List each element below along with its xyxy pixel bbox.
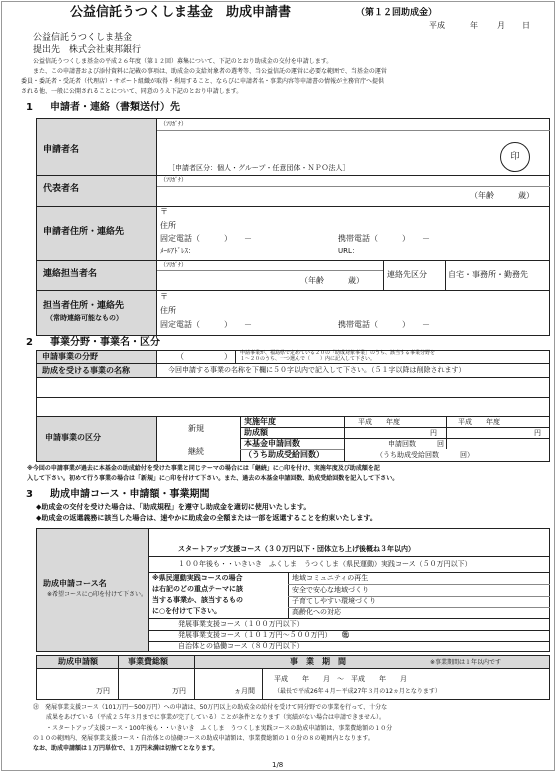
theme-option: 安全で安心な地域づくり bbox=[292, 586, 369, 594]
course-label-cell bbox=[37, 529, 148, 651]
intro-line: また、この申請書および添付資料に記載の事項は、助成金の支給対象者の選考等、当公益信託の運営に必要な範囲で、当基金の運営 bbox=[33, 68, 387, 75]
kenmin-instruction: 当する事業か、該当するもの bbox=[152, 596, 243, 604]
zip-mark: 〒 bbox=[160, 207, 168, 216]
year-first: 平成 年度 bbox=[358, 418, 400, 426]
representative-furigana: （ﾌﾘｶﾞﾅ） bbox=[160, 177, 188, 184]
field-input-parens: （ ） bbox=[176, 352, 232, 361]
amount-label: 助成額 bbox=[244, 428, 268, 437]
count-received-label: （うち助成受給回数） bbox=[244, 450, 324, 459]
intro-line: される他、一般に公開されることについて、同意のうえ下記のとおり申請します。 bbox=[21, 88, 243, 95]
section-2-note-line: 入して下さい。初めて行う事業の場合は「新規」に○印を付けて下さい。また、過去の本基金申請回数、助成受給回数を記入して下さい。 bbox=[27, 475, 399, 482]
theme-option: 高齢化への対応 bbox=[292, 608, 341, 616]
kenmin-instruction: は右記のどの重点テーマに該 bbox=[152, 585, 243, 593]
course-startup: スタートアップ支援コース（３０万円以下・団体立ち上げ後概ね３年以内） bbox=[178, 545, 415, 553]
date-year: 年 bbox=[470, 21, 478, 30]
contact-furigana: （ﾌﾘｶﾞﾅ） bbox=[160, 262, 188, 269]
count-received-value: （うち助成受給回数 回） bbox=[376, 451, 474, 459]
applicant-name-label: 申請者名 bbox=[43, 145, 80, 155]
period-range: 年 月 ～ 平成 年 月 bbox=[302, 675, 407, 683]
intro-line: 公益信託うつくしま基金の平成２６年度（第１２回）募集について、下記のとおり助成金の交付を申請します。 bbox=[33, 58, 333, 65]
course-local-government: 自治体との協働コース（８０万円以下） bbox=[178, 642, 304, 650]
section-2-title: 事業分野・事業名・区分 bbox=[50, 337, 160, 348]
footnote-line: ・スタートアップ支援コース・100年後も・・いきいき ふくしま うつくしま実践コースの助成申請額は、事業費総額の１０分 bbox=[46, 725, 393, 732]
applicant-class: ［申請者区分：個人・グループ・任意団体・ＮＰＯ法人］ bbox=[168, 164, 350, 172]
period-era: 平成 bbox=[274, 675, 288, 683]
period-limit: （最長で平成26年４月～平成27年３月の12ヵ月となります） bbox=[274, 688, 441, 695]
total-cost-label: 事業費総額 bbox=[128, 657, 168, 666]
count-label: 本基金申請回数 bbox=[244, 439, 300, 448]
page-number: 1/8 bbox=[272, 761, 284, 769]
amount-second-unit: 円 bbox=[534, 429, 541, 437]
period-note: ※事業期間は１年以内です bbox=[430, 659, 502, 666]
contact-zip-mark: 〒 bbox=[160, 292, 168, 301]
section-2-note-line: ※今回の申請事業が過去に本基金の助成給付を受けた事業と同じテーマの場合には「継続」に○印を付け、実施年度及び助成額を記 bbox=[27, 465, 380, 472]
pledge-line: ◆助成金の返還義務に該当した場合は、速やかに助成金の全額または一部を返還することを約束いたします。 bbox=[36, 514, 377, 522]
representative-age: （年齢 歳） bbox=[470, 191, 534, 200]
new-option: 新規 bbox=[188, 424, 204, 433]
field-label: 申請事業の分野 bbox=[42, 352, 98, 361]
mobile-label: 携帯電話（ ） － bbox=[338, 234, 430, 243]
project-class-label: 申請事業の区分 bbox=[45, 433, 101, 442]
field-note-line: １～２０のうち、一つ選んで（ ）内に記入して下さい。 bbox=[240, 356, 376, 362]
contact-age: （年齢 歳） bbox=[300, 276, 364, 285]
addressee: 公益信託うつくしま基金 bbox=[33, 33, 133, 43]
seal-circle bbox=[500, 142, 530, 172]
address-label: 住所 bbox=[160, 221, 176, 230]
section-3-title: 助成申請コース・申請額・事業期間 bbox=[50, 489, 210, 500]
project-name-note: 今回申請する事業の名称を下欄に５０字以内で記入して下さい。（５１字以降は削除されます） bbox=[168, 366, 466, 374]
course-ikiiki: １００年後も・・いきいき ふくしま うつくしま（県民運動）実践コース（５０万円以下） bbox=[178, 560, 472, 568]
contact-name-label: 連絡担当者名 bbox=[43, 269, 98, 279]
continuing-option: 継続 bbox=[188, 447, 204, 456]
section-1-number: 1 bbox=[26, 102, 33, 113]
seal-label: 印 bbox=[510, 152, 520, 162]
url-label: URL： bbox=[338, 247, 359, 255]
course-development: 発展事業支援コース（１００万円以下） bbox=[178, 620, 304, 628]
course-development-large: 発展事業支援コース（１０１万円～５００万円） bbox=[178, 631, 332, 639]
count-value: 申請回数 回 bbox=[388, 440, 444, 448]
date-era: 平成 bbox=[429, 21, 445, 30]
course-development-note-mark: ㊟ bbox=[342, 631, 349, 639]
date-month: 月 bbox=[497, 21, 505, 30]
year-second: 平成 年度 bbox=[458, 418, 500, 426]
field-note-line: 申請事業が、福島県で定めている２０の「助成対象事業」のうち、該当する事業分野を bbox=[240, 350, 436, 356]
contact-type-options: 自宅・事務所・勤務先 bbox=[448, 270, 528, 279]
intro-line: 委員・委託者・受託者（代理店）・サポート組織が取得・利用すること、ならびに申請者名・事業内容等申請書の情報が主務官庁へ提供 bbox=[21, 78, 385, 85]
project-name-label: 助成を受ける事業の名称 bbox=[42, 366, 130, 375]
footnote-line: 成果をあげている（平成２５年３月までに事業が完了している）ことが条件となります（実績がない場合は申請できません）。 bbox=[46, 714, 386, 721]
contact-landline-label: 固定電話（ ） － bbox=[160, 320, 252, 329]
year-label: 実施年度 bbox=[244, 417, 276, 426]
contact-mobile-label: 携帯電話（ ） － bbox=[338, 320, 430, 329]
course-label: 助成申請コース名 bbox=[43, 579, 107, 588]
total-cost-unit: 万円 bbox=[172, 687, 186, 695]
footnote-line: の１０の範囲内、発展事業支援コース・自治体との協働コースの助成申請額は、事業費総額の１０分の８の範囲内となります。 bbox=[33, 735, 374, 742]
contact-address-label: 担当者住所・連絡先 bbox=[43, 301, 125, 311]
footnote-line: なお、助成申請額は１万円単位で、１万円未満は切捨てとなります。 bbox=[33, 745, 219, 752]
kenmin-instruction: に○を付けて下さい。 bbox=[152, 607, 222, 615]
applicant-address-label: 申請者住所・連絡先 bbox=[43, 227, 125, 237]
period-label: 事 業 期 間 bbox=[290, 657, 346, 666]
applicant-furigana: （ﾌﾘｶﾞﾅ） bbox=[160, 121, 188, 128]
course-note: ※希望コースに○印を付けて下さい。 bbox=[47, 591, 147, 598]
theme-option: 子育てしやすい環境づくり bbox=[292, 597, 376, 605]
recipient: 提出先 株式会社東邦銀行 bbox=[33, 45, 142, 55]
email-label: ﾒｰﾙｱﾄﾞﾚｽ： bbox=[160, 247, 195, 255]
section-3-number: 3 bbox=[26, 489, 33, 500]
requested-amount-unit: 万円 bbox=[96, 687, 110, 695]
form-round: （第１２回助成金） bbox=[356, 8, 438, 18]
kenmin-instruction: ※県民運動実践コースの場合 bbox=[152, 574, 243, 582]
date-day: 日 bbox=[522, 21, 530, 30]
contact-address-note: （常時連絡可能なもの） bbox=[46, 314, 123, 322]
section-2-number: 2 bbox=[26, 337, 33, 348]
theme-option: 地域コミュニティの再生 bbox=[292, 574, 369, 582]
representative-name-label: 代表者名 bbox=[43, 184, 80, 194]
landline-label: 固定電話（ ） － bbox=[160, 234, 252, 243]
contact-address-field: 住所 bbox=[160, 306, 176, 315]
amount-first-unit: 円 bbox=[430, 429, 437, 437]
period-months-unit: ヵ月間 bbox=[234, 687, 255, 695]
contact-type-label: 連絡先区分 bbox=[387, 270, 427, 279]
requested-amount-label: 助成申請額 bbox=[58, 657, 98, 666]
form-title: 公益信託うつくしま基金 助成申請書 bbox=[70, 5, 292, 20]
section-1-title: 申請者・連絡（書類送付）先 bbox=[50, 102, 180, 113]
pledge-line: ◆助成金の交付を受けた場合は、「助成規程」を遵守し助成金を適切に使用いたします。 bbox=[36, 503, 311, 511]
footnote-line: ㊟ 発展事業支援コース（101万円～500万円）への申請は、50万円以上の助成金の給付を受けて同分野での事業を行って、十分な bbox=[33, 704, 388, 711]
